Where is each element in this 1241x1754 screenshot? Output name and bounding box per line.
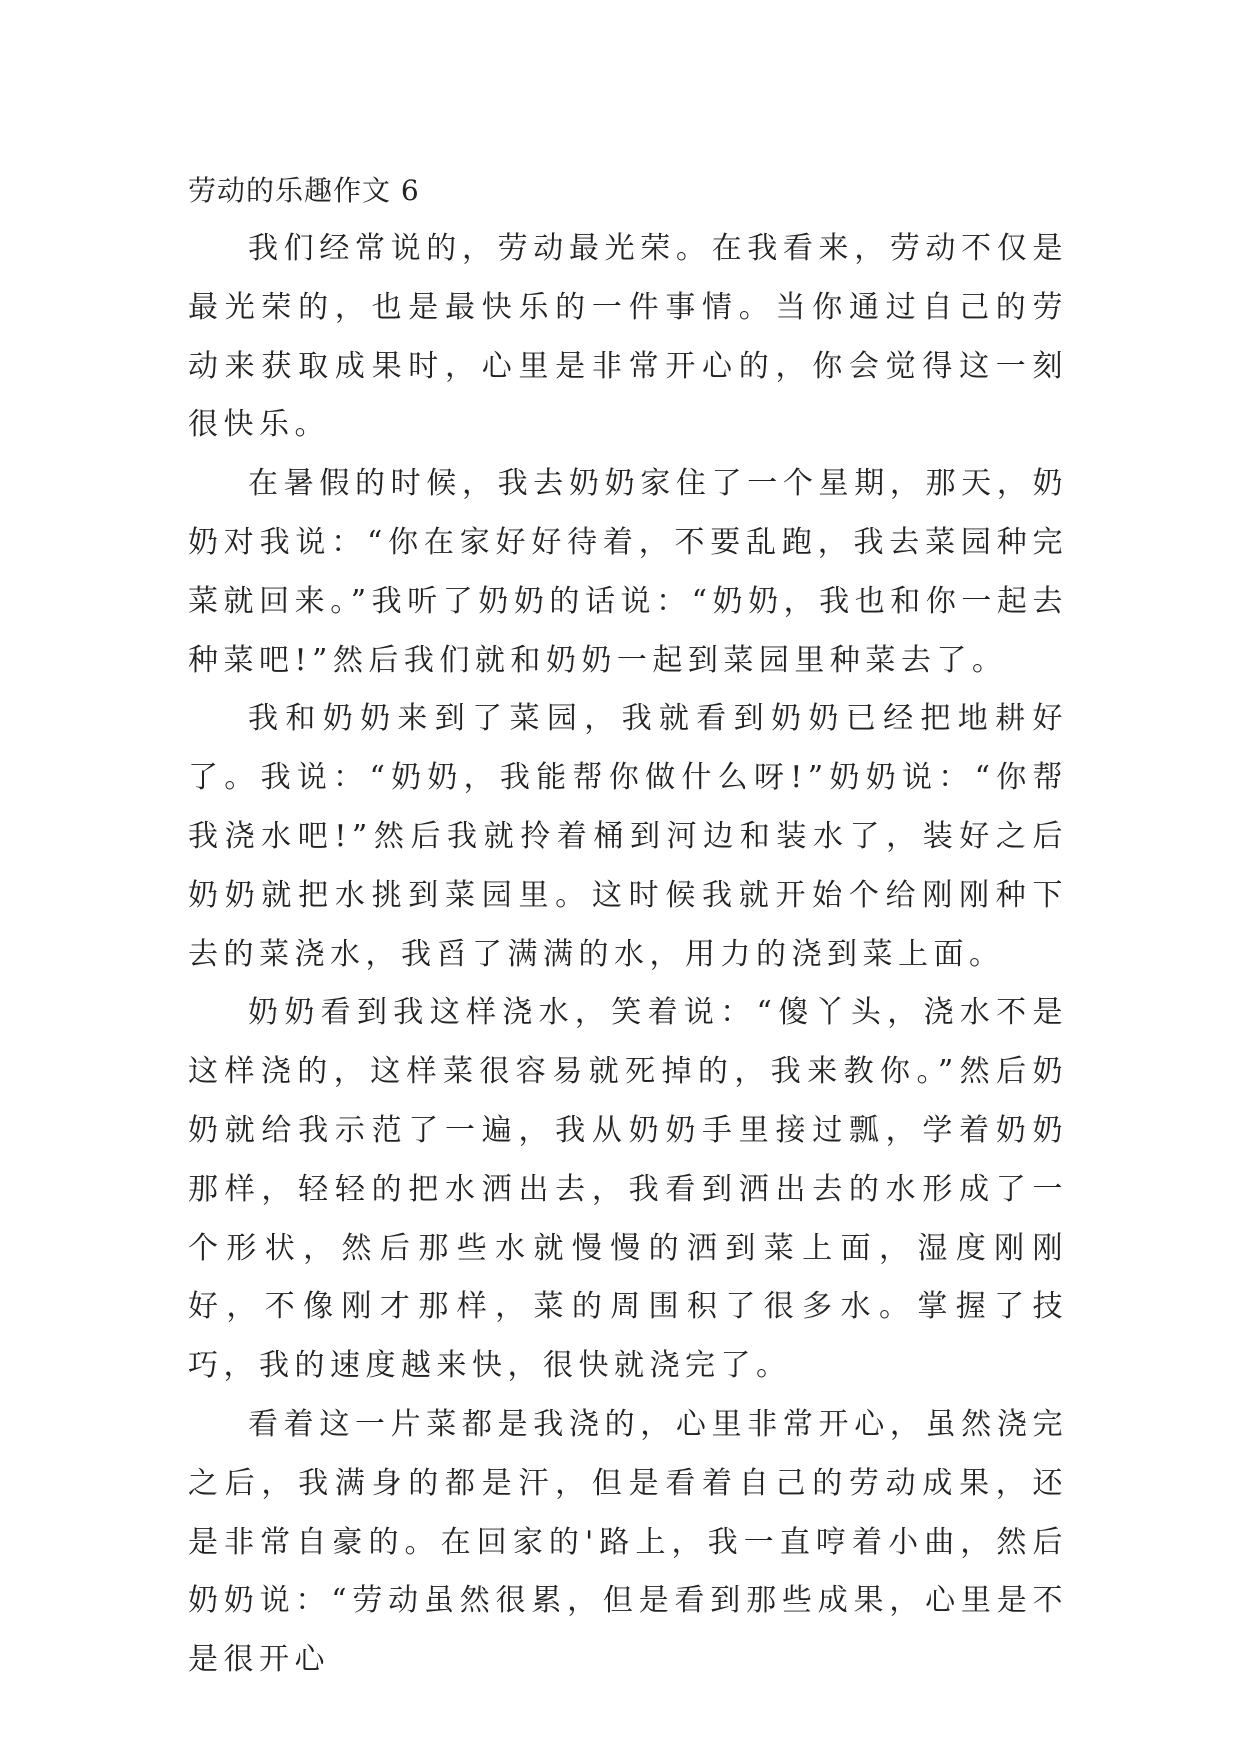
paragraph-1: 我们经常说的，劳动最光荣。在我看来，劳动不仅是最光荣的，也是最快乐的一件事情。当你通过自己的劳动来获取成果时，心里是非常开心的，你会觉得这一刻很快乐。: [188, 231, 1068, 443]
paragraph-4: 奶奶看到我这样浇水，笑着说：“傻丫头，浇水不是这样浇的，这样菜很容易就死掉的，我来教你。”然后奶奶就给我示范了一遍，我从奶奶手里接过瓢，学着奶奶那样，轻轻的把水洒出去，我看到洒出去的水形成了一个形状，然后那些水就慢慢的洒到菜上面，湿度刚刚好，不像刚才那样，菜的周围积了很多水。掌握了技巧，我的速度越来快，很快就浇完了。: [188, 995, 1068, 1384]
paragraph-2: 在暑假的时候，我去奶奶家住了一个星期，那天，奶奶对我说：“你在家好好待着，不要乱跑，我去菜园种完菜就回来。”我听了奶奶的话说：“奶奶，我也和你一起去种菜吧!”然后我们就和奶奶一起到菜园里种菜去了。: [188, 466, 1068, 678]
paragraph-3: 我和奶奶来到了菜园，我就看到奶奶已经把地耕好了。我说：“奶奶，我能帮你做什么呀!”奶奶说：“你帮我浇水吧!”然后我就拎着桶到河边和装水了，装好之后奶奶就把水挑到菜园里。这时候我就开始个给刚刚种下去的菜浇水，我舀了满满的水，用力的浇到菜上面。: [188, 701, 1068, 972]
document-title: 劳动的乐趣作文 6: [188, 174, 420, 207]
paragraph-5: 看着这一片菜都是我浇的，心里非常开心，虽然浇完之后，我满身的都是汗，但是看着自己的劳动成果，还是非常自豪的。在回家的'路上，我一直哼着小曲，然后奶奶说：“劳动虽然很累，但是看到那些成果，心里是不是很开心: [188, 1406, 1068, 1678]
document-body: [188, 162, 1068, 1690]
